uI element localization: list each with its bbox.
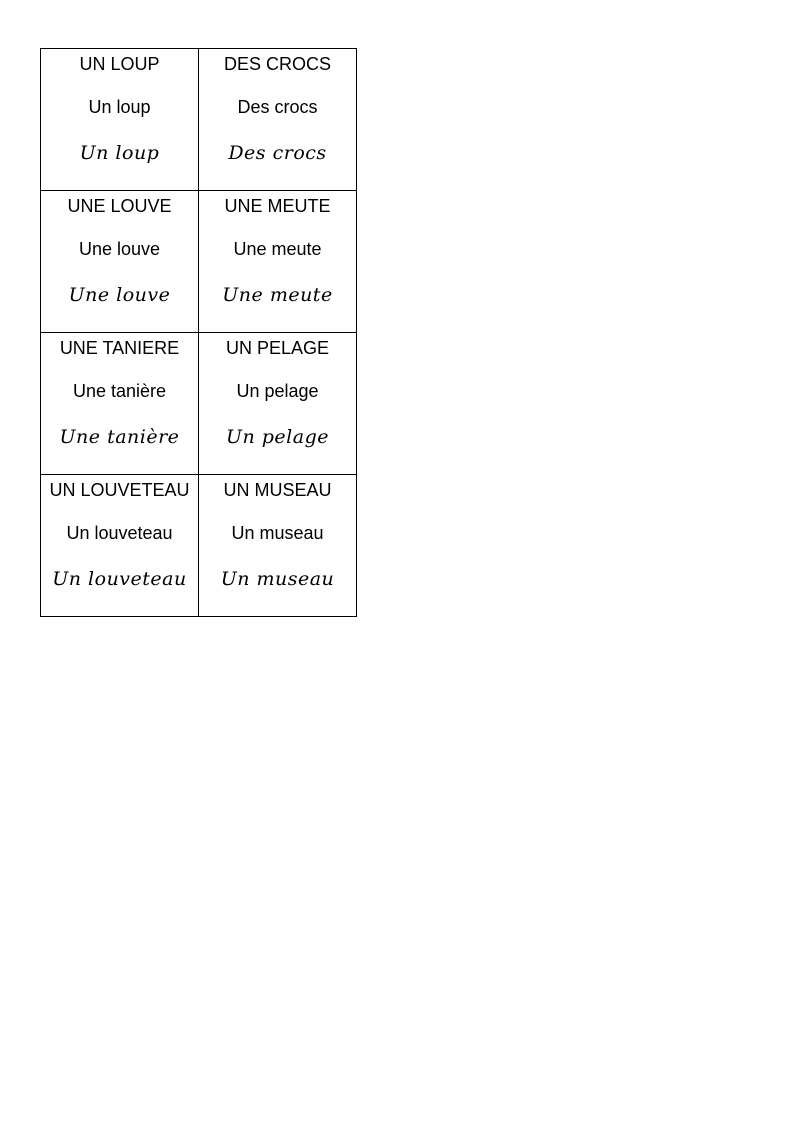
word-uppercase: UN MUSEAU (223, 480, 332, 500)
word-card (199, 49, 357, 191)
word-card (41, 49, 199, 191)
word-uppercase: DES CROCS (223, 54, 331, 74)
vocabulary-word-grid (40, 48, 357, 617)
word-cursive: Un pelage (225, 426, 329, 448)
word-uppercase: UN PELAGE (225, 338, 330, 358)
word-uppercase: UNE MEUTE (224, 196, 331, 216)
word-card (199, 333, 357, 475)
word-cursive: Un louveteau (52, 568, 187, 590)
word-row (41, 191, 357, 333)
word-uppercase: UNE LOUVE (67, 196, 172, 216)
word-script: Une tanière (72, 381, 167, 401)
word-row (41, 475, 357, 617)
word-script: Une louve (78, 239, 161, 259)
word-card (41, 475, 199, 617)
word-card (41, 333, 199, 475)
word-cursive: Un museau (220, 568, 335, 590)
word-cursive: Une meute (222, 284, 333, 306)
word-card (199, 475, 357, 617)
word-script: Des crocs (237, 97, 318, 117)
word-row (41, 333, 357, 475)
word-uppercase: UN LOUVETEAU (49, 480, 190, 500)
word-cursive: Un loup (79, 142, 160, 164)
word-script: Un pelage (236, 381, 319, 401)
word-uppercase: UNE TANIERE (59, 338, 180, 358)
word-cursive: Des crocs (228, 142, 327, 164)
word-script: Un museau (231, 523, 324, 543)
word-script: Un loup (88, 97, 151, 117)
word-cursive: Une louve (68, 284, 171, 306)
word-card (199, 191, 357, 333)
word-row (41, 49, 357, 191)
word-script: Une meute (233, 239, 322, 259)
word-card (41, 191, 199, 333)
word-uppercase: UN LOUP (79, 54, 160, 74)
word-cursive: Une tanière (59, 426, 180, 448)
word-script: Un louveteau (66, 523, 173, 543)
